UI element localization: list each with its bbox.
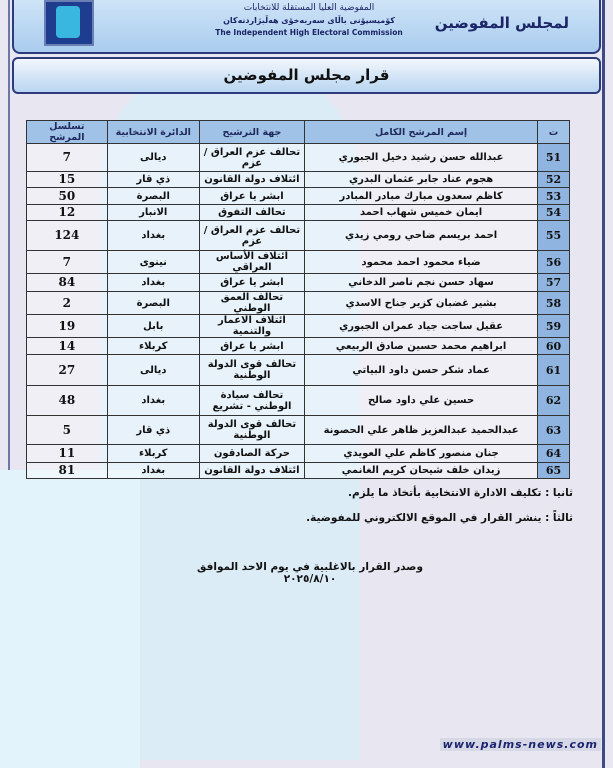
candidate-name: سهاد حسن نجم ناصر الدخاني (305, 274, 538, 292)
nominating-entity: ابشر يا عراق (199, 338, 304, 355)
candidate-name: عقيل ساجت جياد عمران الجبوري (305, 315, 538, 338)
ihec-logo-icon (44, 0, 94, 46)
candidate-name: ضياء محمود احمد محمود (305, 251, 538, 274)
electoral-district: البصرة (107, 188, 199, 205)
table-row (27, 144, 570, 172)
table-row (27, 188, 570, 205)
electoral-district: نينوى (107, 251, 199, 274)
nominating-entity: ائتلاف الاعمار والتنمية (199, 315, 304, 338)
electoral-district: كربلاء (107, 445, 199, 463)
candidate-sequence: 14 (27, 338, 108, 355)
row-number: 63 (538, 416, 570, 445)
table-row (27, 416, 570, 445)
table-row (27, 292, 570, 315)
table-row (27, 338, 570, 355)
candidate-sequence: 7 (27, 251, 108, 274)
table-row (27, 355, 570, 386)
candidate-sequence: 2 (27, 292, 108, 315)
nominating-entity: ابشر يا عراق (199, 188, 304, 205)
electoral-district: الانبار (107, 205, 199, 221)
candidate-name: بشير غضبان كزير جناح الاسدي (305, 292, 538, 315)
org-arabic: المفوضية العليا المستقلة للانتخابات (243, 3, 375, 13)
candidate-sequence: 7 (27, 144, 108, 172)
column-header: تسلسل المرشح (27, 121, 108, 144)
candidate-sequence: 48 (27, 386, 108, 416)
electoral-district: ذي قار (107, 416, 199, 445)
column-header: الدائرة الانتخابية (107, 121, 199, 144)
candidate-name: احمد بريسم ضاحي رومي زيدي (305, 221, 538, 251)
table-row (27, 274, 570, 292)
row-number: 61 (538, 355, 570, 386)
issued-statement: وصدر القرار بالاغلبية في يوم الاحد الموافق ٢٠٢٥/٨/١٠ (197, 561, 423, 585)
electoral-district: البصرة (107, 292, 199, 315)
candidate-name: زيدان خلف شيحان كريم الغانمي (305, 463, 538, 479)
nominating-entity: ائتلاف دولة القانون (199, 172, 304, 188)
candidate-sequence: 84 (27, 274, 108, 292)
candidate-sequence: 81 (27, 463, 108, 479)
clause-third: ثالثاً : ينشر القرار في الموقع الالكتروني للمفوضية. (306, 512, 573, 524)
table-row (27, 205, 570, 221)
table-row (27, 172, 570, 188)
watermark-website: www.palms-news.com (440, 738, 601, 751)
table-row (27, 221, 570, 251)
row-number: 57 (538, 274, 570, 292)
row-number: 58 (538, 292, 570, 315)
candidates-table (26, 120, 570, 479)
table-row (27, 463, 570, 479)
column-header: إسم المرشح الكامل (305, 121, 538, 144)
candidate-name: عماد شكر حسن داود البياتي (305, 355, 538, 386)
candidate-name: حسين علي داود صالح (305, 386, 538, 416)
clause-second: ثانيا : تكليف الادارة الانتخابية بأتخاذ ما يلزم. (348, 487, 573, 499)
nominating-entity: تحالف سيادة الوطني - تشريع (199, 386, 304, 416)
row-number: 53 (538, 188, 570, 205)
nominating-entity: حركة الصادقون (199, 445, 304, 463)
watermark-shape (0, 470, 140, 768)
electoral-district: ذي قار (107, 172, 199, 188)
table-row (27, 251, 570, 274)
candidate-sequence: 15 (27, 172, 108, 188)
nominating-entity: تحالف قوى الدولة الوطنية (199, 355, 304, 386)
nominating-entity: ابشر يا عراق (199, 274, 304, 292)
table-row (27, 386, 570, 416)
nominating-entity: تحالف قوى الدولة الوطنية (199, 416, 304, 445)
electoral-district: بغداد (107, 463, 199, 479)
electoral-district: ديالى (107, 144, 199, 172)
nominating-entity: تحالف عزم العراق /عزم (199, 144, 304, 172)
candidate-sequence: 5 (27, 416, 108, 445)
table-row (27, 315, 570, 338)
row-number: 60 (538, 338, 570, 355)
row-number: 52 (538, 172, 570, 188)
electoral-district: بغداد (107, 274, 199, 292)
candidate-name: هجوم عناد جابر عثمان البدري (305, 172, 538, 188)
candidate-sequence: 124 (27, 221, 108, 251)
electoral-district: بغداد (107, 221, 199, 251)
candidate-sequence: 27 (27, 355, 108, 386)
council-label: لمجلس المفوضين (434, 14, 569, 32)
candidate-name: عبدالحميد عبدالعزيز ظاهر علي الحصونة (305, 416, 538, 445)
organization-name (209, 2, 409, 38)
row-number: 55 (538, 221, 570, 251)
electoral-district: بابل (107, 315, 199, 338)
candidate-name: عبدالله حسن رشيد دخيل الجبوري (305, 144, 538, 172)
row-number: 51 (538, 144, 570, 172)
candidate-name: جنان منصور كاظم علي العويدي (305, 445, 538, 463)
column-header: ت (538, 121, 570, 144)
candidate-name: ابراهيم محمد حسين صادق الربيعي (305, 338, 538, 355)
candidate-name: ايمان خميس شهاب احمد (305, 205, 538, 221)
candidate-sequence: 50 (27, 188, 108, 205)
letterhead (12, 0, 601, 54)
org-english: The Independent High Electoral Commission (215, 28, 403, 37)
page-title: قرار مجلس المفوضين (12, 57, 601, 94)
candidate-sequence: 11 (27, 445, 108, 463)
row-number: 64 (538, 445, 570, 463)
electoral-district: كربلاء (107, 338, 199, 355)
nominating-entity: تحالف عزم العراق /عزم (199, 221, 304, 251)
row-number: 62 (538, 386, 570, 416)
nominating-entity: تحالف العمق الوطني (199, 292, 304, 315)
org-kurdish: كۆمیسیۆنی باڵای سەربەخۆی هەڵبژاردنەكان (223, 16, 395, 25)
nominating-entity: تحالف التفوق (199, 205, 304, 221)
electoral-district: ديالى (107, 355, 199, 386)
nominating-entity: ائتلاف الأساس العراقي (199, 251, 304, 274)
electoral-district: بغداد (107, 386, 199, 416)
row-number: 56 (538, 251, 570, 274)
table-row (27, 445, 570, 463)
row-number: 59 (538, 315, 570, 338)
candidate-sequence: 19 (27, 315, 108, 338)
candidate-sequence: 12 (27, 205, 108, 221)
column-header: جهة الترشيح (199, 121, 304, 144)
nominating-entity: ائتلاف دولة القانون (199, 463, 304, 479)
row-number: 54 (538, 205, 570, 221)
candidate-name: كاظم سعدون مبارك مبادر المبادر (305, 188, 538, 205)
row-number: 65 (538, 463, 570, 479)
